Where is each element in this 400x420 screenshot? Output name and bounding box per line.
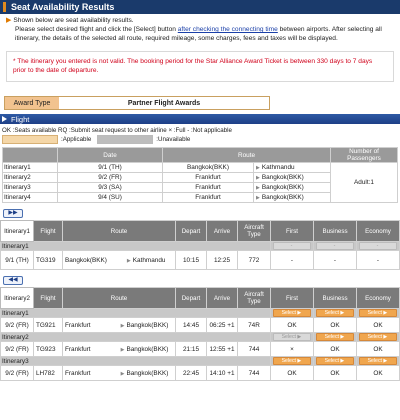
flight-number: LH782 (34, 366, 63, 381)
award-type-label: Award Type (5, 97, 59, 109)
select-button-first: - (271, 242, 314, 251)
itinerary-overview-table (2, 147, 398, 203)
table2-header-arrive: Arrive (207, 288, 238, 309)
error-message: * The itinerary you entered is not valid. The booking period for the Star Alliance Award Ticket is between 330 days to 7 days prior to the date of departure. (6, 51, 394, 82)
seat-business: OK (314, 366, 357, 381)
table2-header-economy: Economy (357, 288, 400, 309)
arrow-right-icon: ▶ (256, 195, 260, 201)
group-label: Itinerary1 (1, 242, 271, 251)
table1-header-arrive: Arrive (207, 221, 238, 242)
table2-header-flight: Flight (34, 288, 63, 309)
prev-itinerary-button[interactable]: ◀◀ (3, 276, 23, 285)
next-itinerary-button[interactable]: ▶▶ (3, 209, 23, 218)
seat-business: OK (314, 342, 357, 357)
overview-date: 9/3 (SA) (58, 183, 163, 193)
flight-depart: 14:45 (176, 318, 207, 333)
overview-from: Frankfurt (163, 193, 254, 203)
arrow-icon: ▶ (6, 17, 12, 24)
table1-header-route: Route (63, 221, 176, 242)
select-button-economy: - (357, 242, 400, 251)
seat-first: OK (271, 318, 314, 333)
select-button-economy[interactable]: Select ▶ (357, 357, 400, 366)
arrow-right-icon: ▶ (126, 257, 131, 264)
flight-arrive: 14:10 +1 (207, 366, 238, 381)
overview-to: ▶ Kathmandu (254, 163, 331, 173)
seat-economy: - (357, 251, 400, 270)
overview-itinerary: Itinerary4 (3, 193, 58, 203)
itinerary2-flight-table (0, 287, 400, 381)
intro-line2: Please select desired flight and click the [Select] button (15, 26, 178, 33)
seat-first: OK (271, 366, 314, 381)
arrow-right-icon: ▶ (256, 175, 260, 181)
seat-economy: OK (357, 342, 400, 357)
flight-number: TG921 (34, 318, 63, 333)
overview-date: 9/2 (FR) (58, 173, 163, 183)
applicable-label: :Applicable (61, 136, 92, 143)
seat-first: - (271, 251, 314, 270)
table2-header-business: Business (314, 288, 357, 309)
unavailable-label: :Unavailable (156, 136, 191, 143)
select-button-business[interactable]: Select ▶ (314, 309, 357, 318)
arrow-right-icon: ▶ (120, 322, 125, 329)
overview-itinerary: Itinerary3 (3, 183, 58, 193)
select-button-economy[interactable]: Select ▶ (357, 309, 400, 318)
table2-header-first: First (271, 288, 314, 309)
seat-business: OK (314, 318, 357, 333)
flight-arrive: 12:55 +1 (207, 342, 238, 357)
table1-header-economy: Economy (357, 221, 400, 242)
itinerary1-flight-table (0, 220, 400, 270)
intro-line2-rest: between airports. After selecting all itinerary, the details of the selected all route, required mileage, some charges, fees and taxes will be displayed. (15, 26, 382, 42)
seat-economy: OK (357, 318, 400, 333)
group-label: Itinerary1 (1, 309, 271, 318)
flight-aircraft: 744 (238, 342, 271, 357)
applicable-swatch (2, 135, 58, 144)
seat-first: × (271, 342, 314, 357)
table2-header-aircraft: Aircraft Type (238, 288, 271, 309)
table1-header-aircraft: Aircraft Type (238, 221, 271, 242)
overview-to: ▶ Bangkok(BKK) (254, 173, 331, 183)
overview-from: Frankfurt (163, 183, 254, 193)
flight-depart: 10:15 (176, 251, 207, 270)
overview-itinerary: Itinerary1 (3, 163, 58, 173)
overview-header-blank (3, 148, 58, 163)
overview-date: 9/4 (SU) (58, 193, 163, 203)
flight-number: TG319 (34, 251, 63, 270)
group-label: Itinerary2 (1, 333, 271, 342)
select-button-business[interactable]: Select ▶ (314, 357, 357, 366)
flight-aircraft: 744 (238, 366, 271, 381)
page-header (0, 0, 400, 14)
flight-route: Frankfurt ▶ Bangkok(BKK) (63, 318, 176, 333)
table1-header-first: First (271, 221, 314, 242)
table1-header-itinerary: Itinerary1 (1, 221, 34, 242)
arrow-right-icon: ▶ (120, 346, 125, 353)
triangle-icon (2, 116, 7, 122)
unavailable-swatch (97, 135, 153, 144)
header-accent (3, 2, 6, 12)
flight-number: TG923 (34, 342, 63, 357)
overview-header-passengers: Number of Passengers (331, 148, 398, 163)
overview-date: 9/1 (TH) (58, 163, 163, 173)
group-label: Itinerary3 (1, 357, 271, 366)
select-button-first[interactable]: Select ▶ (271, 309, 314, 318)
flight-date: 9/2 (FR) (1, 342, 34, 357)
table2-header-itinerary: Itinerary2 (1, 288, 34, 309)
overview-from: Frankfurt (163, 173, 254, 183)
select-button-business[interactable]: Select ▶ (314, 333, 357, 342)
select-button-first[interactable]: Select ▶ (271, 357, 314, 366)
flight-arrive: 12:25 (207, 251, 238, 270)
flight-aircraft: 772 (238, 251, 271, 270)
connecting-time-link[interactable]: after checking the connecting time (177, 26, 278, 33)
table1-header-flight: Flight (34, 221, 63, 242)
flight-depart: 21:15 (176, 342, 207, 357)
table1-header-depart: Depart (176, 221, 207, 242)
arrow-right-icon: ▶ (256, 165, 260, 171)
flight-route: Frankfurt ▶ Bangkok(BKK) (63, 342, 176, 357)
intro-text (0, 14, 400, 43)
flight-route: Frankfurt ▶ Bangkok(BKK) (63, 366, 176, 381)
table1-header-business: Business (314, 221, 357, 242)
select-button-first: Select ▶ (271, 333, 314, 342)
flight-date: 9/1 (TH) (1, 251, 34, 270)
flight-section-header (0, 114, 400, 124)
overview-header-date: Date (58, 148, 163, 163)
table2-header-route: Route (63, 288, 176, 309)
seat-economy: OK (357, 366, 400, 381)
seat-business: - (314, 251, 357, 270)
overview-passengers: Adult:1 (331, 163, 398, 203)
overview-to: ▶ Bangkok(BKK) (254, 183, 331, 193)
table2-header-depart: Depart (176, 288, 207, 309)
arrow-right-icon: ▶ (120, 370, 125, 377)
arrow-right-icon: ▶ (256, 185, 260, 191)
legend: OK :Seats available RQ :Submit seat request to other airline × :Full - :Not applicable (2, 127, 232, 134)
award-type-row (4, 96, 270, 110)
select-button-economy[interactable]: Select ▶ (357, 333, 400, 342)
flight-arrive: 06:25 +1 (207, 318, 238, 333)
overview-header-route: Route (163, 148, 331, 163)
flight-depart: 22:45 (176, 366, 207, 381)
intro-line1: Shown below are seat availability results. (13, 17, 134, 24)
page-title: Seat Availability Results (11, 2, 115, 12)
overview-itinerary: Itinerary2 (3, 173, 58, 183)
award-type-value: Partner Flight Awards (59, 97, 269, 109)
overview-to: ▶ Bangkok(BKK) (254, 193, 331, 203)
flight-date: 9/2 (FR) (1, 366, 34, 381)
flight-section-title: Flight (11, 114, 30, 124)
legend-swatches (0, 135, 400, 144)
select-button-business: - (314, 242, 357, 251)
flight-aircraft: 74R (238, 318, 271, 333)
flight-route: Bangkok(BKK) ▶ Kathmandu (63, 251, 176, 270)
flight-date: 9/2 (FR) (1, 318, 34, 333)
overview-from: Bangkok(BKK) (163, 163, 254, 173)
